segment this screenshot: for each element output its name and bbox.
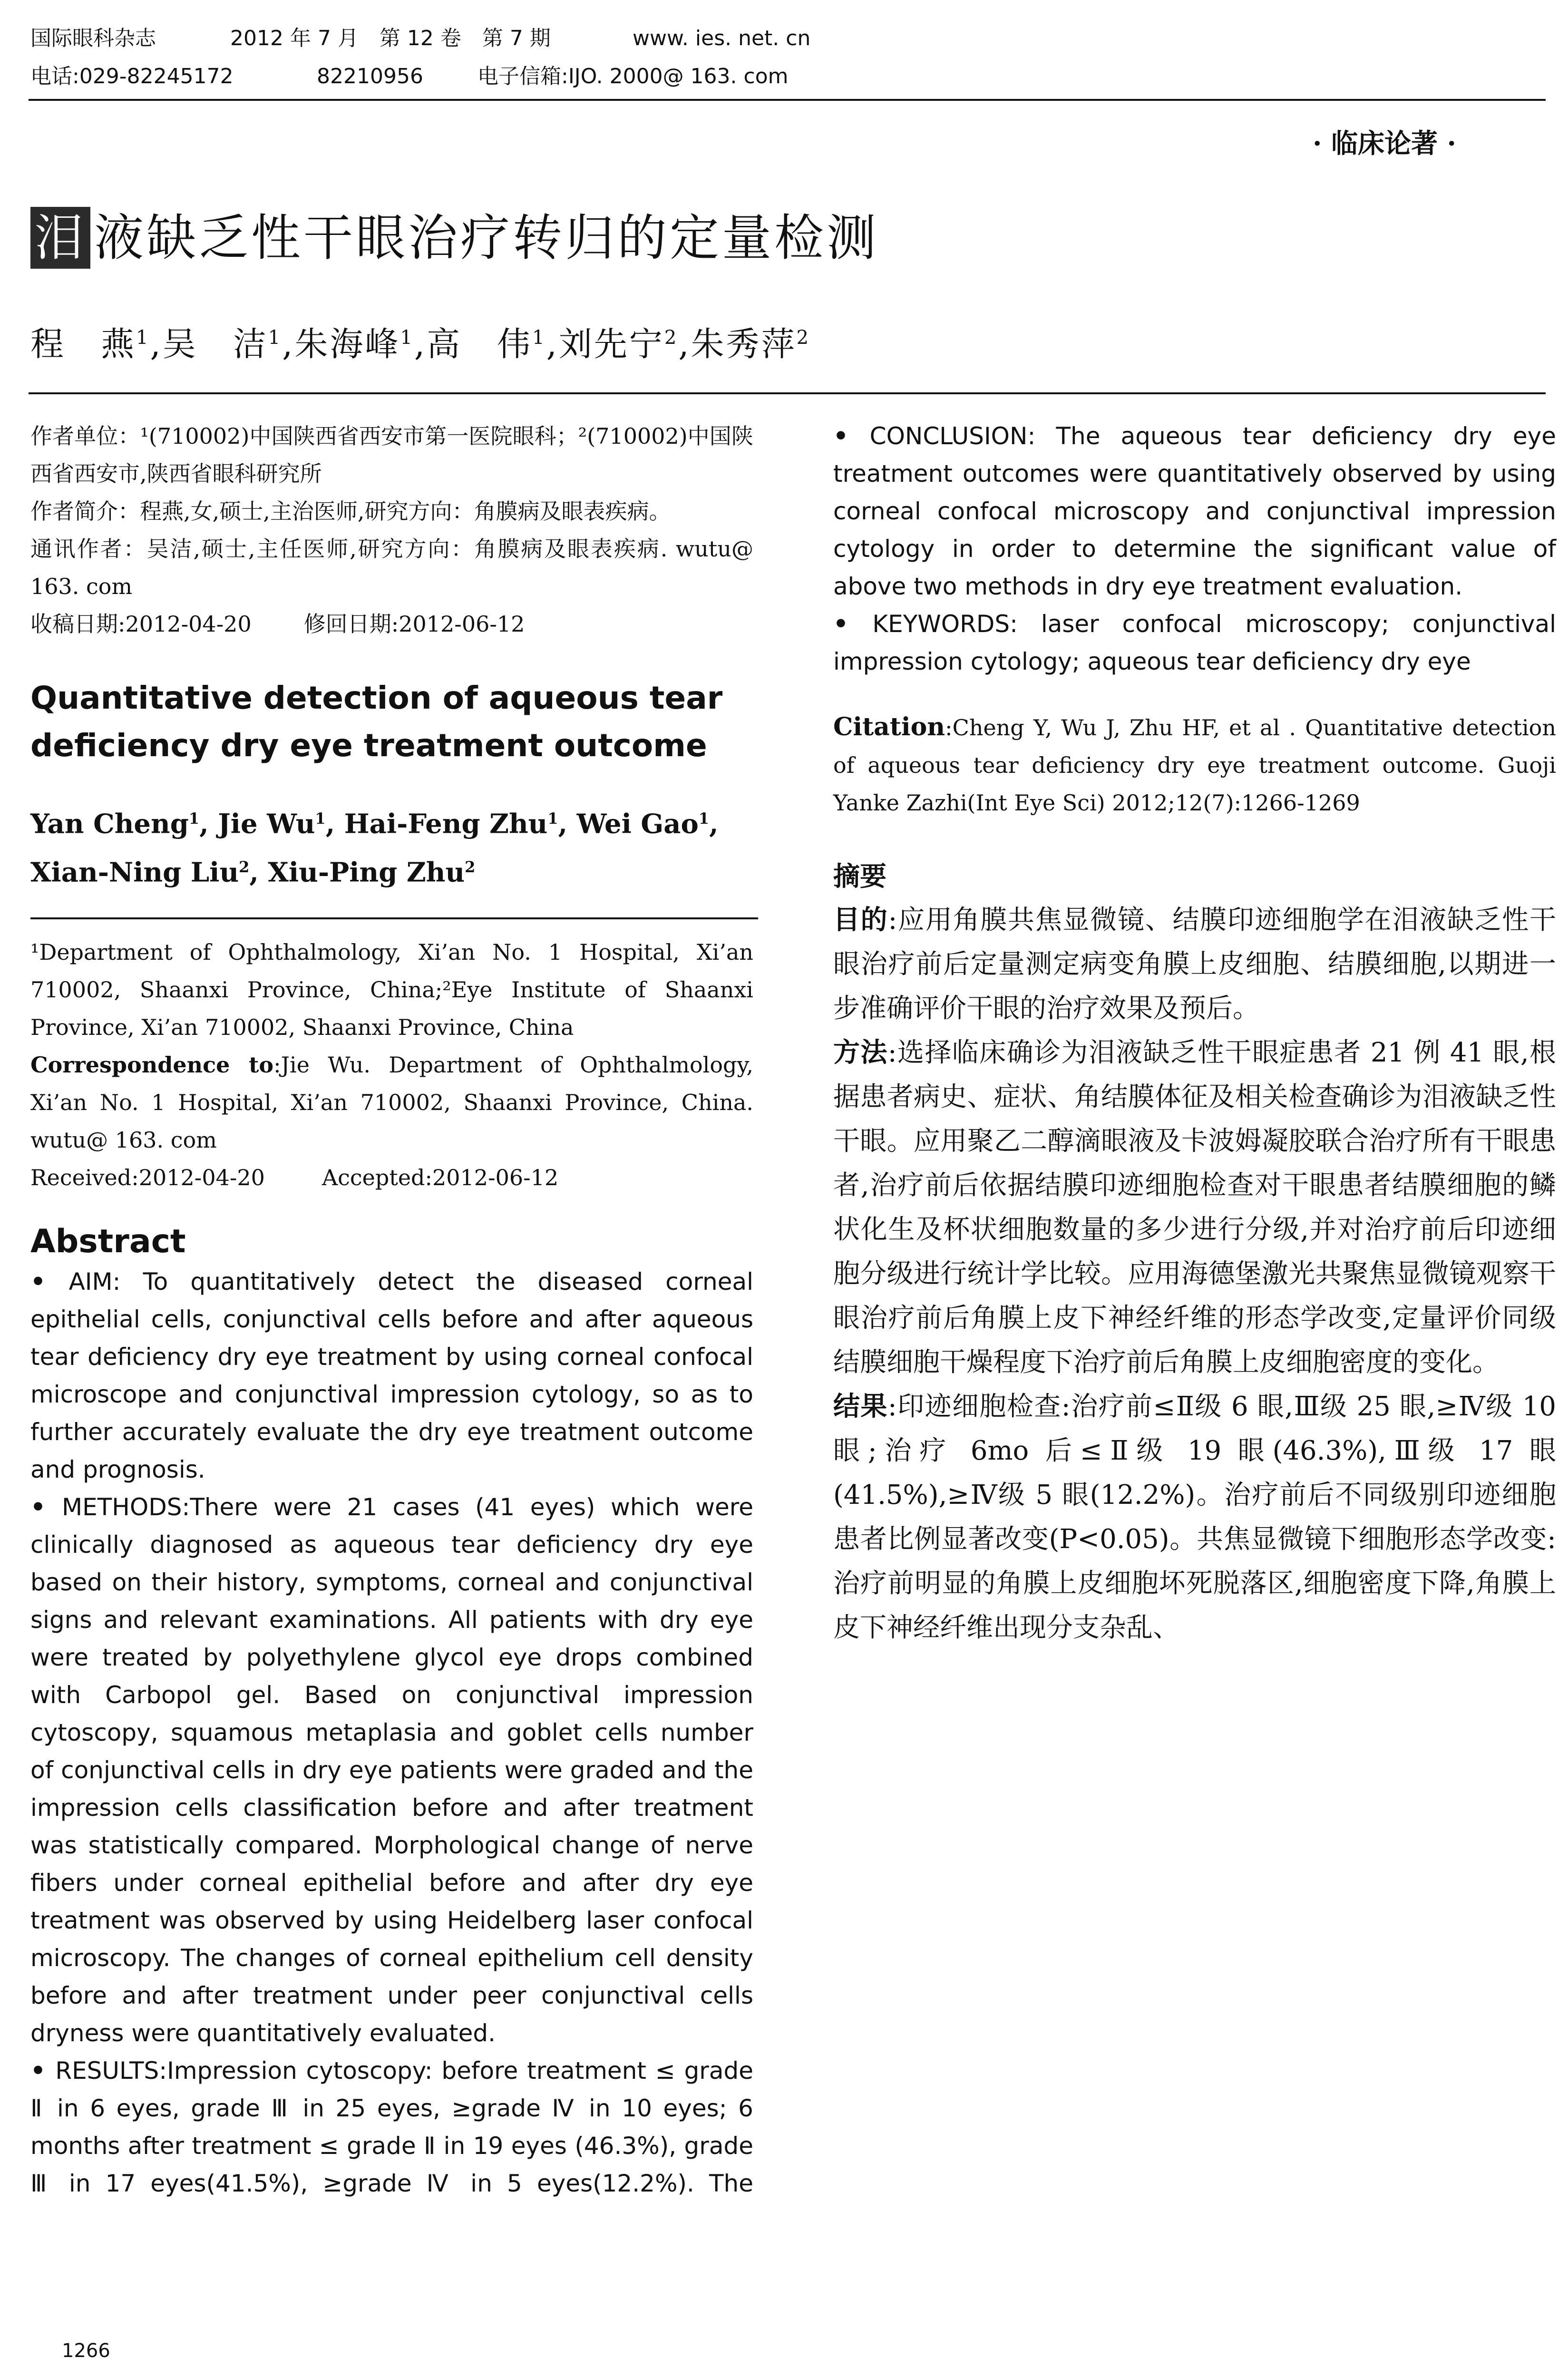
corresponding-author: 通讯作者：吴洁,硕士,主任医师,研究方向：角膜病及眼表疾病. wutu@ 163. com [30, 536, 753, 599]
phone: 电话:029-82245172 [30, 64, 234, 88]
zh-results-label: 结果 [833, 1391, 888, 1422]
author-sup: 1 [698, 809, 710, 828]
abstract-conclusion: • CONCLUSION: The aqueous tear deficiency dry eye treatment outcomes were quantitatively observed by using corneal confocal microscopy and conjunctival impression cytology in order to determine the significant value of above two methods in dry eye treatment evaluation. [833, 422, 1556, 600]
journal-name: 国际眼科杂志 [30, 26, 156, 50]
author-en: Hai-Feng Zhu [344, 808, 548, 840]
author-zh: 朱海峰 [294, 324, 400, 364]
zh-abstract-heading: 摘要 [833, 861, 886, 892]
title-first-char: 泪 [30, 207, 90, 269]
dates-en [30, 1159, 753, 1197]
received-date: 收稿日期:2012-04-20 [30, 611, 252, 637]
authors-rule [29, 392, 1546, 394]
abstract-body-left [30, 1263, 753, 2202]
author-en: Wei Gao [576, 808, 699, 840]
conclusion-label: CONCLUSION [869, 422, 1028, 450]
revised-date: 修回日期:2012-06-12 [303, 611, 525, 637]
author-sup: 1 [400, 327, 414, 349]
author-zh: 吴 洁 [162, 324, 268, 364]
affiliation-en [30, 934, 753, 1197]
issue-info: 2012 年 7 月 第 12 卷 第 7 期 [230, 26, 551, 50]
website: www. ies. net. cn [633, 26, 811, 50]
citation [833, 708, 1556, 822]
citation-label: Citation [833, 712, 945, 741]
zh-results-text: :印迹细胞检查:治疗前≤Ⅱ级 6 眼,Ⅲ级 25 眼,≥Ⅳ级 10 眼;治疗 6mo 后≤Ⅱ级 19 眼(46.3%),Ⅲ级 17 眼(41.5%),≥Ⅳ级 5 眼(12.2%)。治疗前后不同级别印迹细胞患者比例显著改变(P<0.05)。共焦显微镜下细胞形态学改变:治疗前明显的角膜上皮细胞坏死脱落区,细胞密度下降,角膜上皮下神经纤维出现分支杂乱、 [833, 1391, 1556, 1643]
received-en: Received:2012-04-20 [30, 1165, 265, 1191]
zh-results [833, 1384, 1556, 1650]
results-text: :Impression cytoscopy: before treatment ≤ grade Ⅱ in 6 eyes, grade Ⅲ in 25 eyes, ≥grade Ⅳ in 10 eyes; 6 months after treatment ≤ grade Ⅱ in 19 eyes (46.3%), grade Ⅲ in 17 eyes(41.5%), ≥grade Ⅳ in 5 eyes(12.2%). The [30, 2057, 753, 2198]
author-sup: 1 [315, 809, 326, 828]
author-bio: 作者简介：程燕,女,硕士,主治医师,研究方向：角膜病及眼表疾病。 [30, 498, 671, 524]
accepted-en: Accepted:2012-06-12 [321, 1165, 559, 1191]
zh-abstract-body [833, 898, 1556, 1650]
right-column [833, 418, 1556, 1650]
author-en: Xian-Ning Liu [30, 857, 239, 888]
correspondence-en [30, 1046, 753, 1159]
keywords-label: KEYWORDS [872, 610, 1010, 638]
author-en: Jie Wu [218, 808, 315, 840]
section-label: · 临床论著 · [1313, 128, 1456, 159]
abstract-keywords: • KEYWORDS: laser confocal microscopy; conjunctival impression cytology; aqueous tear deficiency dry eye [833, 610, 1556, 675]
author-sup: 1 [136, 327, 150, 349]
page-title [30, 207, 879, 269]
english-title: Quantitative detection of aqueous tear deficiency dry eye treatment outcome [30, 680, 723, 764]
dates-zh [30, 605, 753, 643]
results-label: RESULTS [55, 2057, 159, 2085]
zh-methods [833, 1031, 1556, 1384]
aim-label: AIM [68, 1268, 113, 1296]
correspondence-label: Correspondence to [30, 1052, 274, 1078]
methods-label: METHODS [62, 1493, 182, 1521]
affiliation-en-text: ¹Department of Ophthalmology, Xi’an No. 1 Hospital, Xi’an 710002, Shaanxi Province, China;²Eye Institute of Shaanxi Province, Xi’an 710002, Shaanxi Province, China [30, 939, 753, 1041]
author-sup: 1 [547, 809, 558, 828]
phone-2: 82210956 [317, 64, 423, 88]
zh-aim-text: :应用角膜共焦显微镜、结膜印迹细胞学在泪液缺乏性干眼治疗前后定量测定病变角膜上皮细胞、结膜细胞,以期进一步准确评价干眼的治疗效果及预后。 [833, 905, 1557, 1024]
affiliation-zh [30, 418, 753, 643]
zh-methods-text: :选择临床确诊为泪液缺乏性干眼症患者 21 例 41 眼,根据患者病史、症状、角结膜体征及相关检查确诊为泪液缺乏性干眼。应用聚乙二醇滴眼液及卡波姆凝胶联合治疗所有干眼患者,治疗前后依据结膜印迹细胞检查对干眼患者结膜细胞的鳞状化生及杯状细胞数量的多少进行分级,并对治疗前后印迹细胞分级进行统计学比较。应用海德堡激光共聚焦显微镜观察干眼治疗前后角膜上皮下神经纤维的形态学改变,定量评价同级结膜细胞干燥程度下治疗前后角膜上皮细胞密度的变化。 [833, 1037, 1557, 1378]
abstract-results: • RESULTS:Impression cytoscopy: before treatment ≤ grade Ⅱ in 6 eyes, grade Ⅲ in 25 eyes, ≥grade Ⅳ in 10 eyes; 6 months after treatment ≤ grade Ⅱ in 19 eyes (46.3%), grade Ⅲ in 17 eyes(41.5%), ≥grade Ⅳ in 5 eyes(12.2%). The [30, 2052, 753, 2202]
keywords-text: : laser confocal microscopy; conjunctival impression cytology; aqueous tear deficiency dry eye [833, 610, 1556, 675]
left-column [30, 418, 753, 2202]
author-zh: 刘先宁 [558, 324, 664, 364]
conclusion-text: : The aqueous tear deficiency dry eye treatment outcomes were quantitatively observed by using corneal confocal microscopy and conjunctival impression cytology in order to determine the significant value of above two methods in dry eye treatment evaluation. [833, 422, 1556, 600]
title-rest: 液缺乏性干眼治疗转归的定量检测 [94, 209, 879, 267]
zh-methods-label: 方法 [833, 1037, 888, 1068]
abstract-aim: • AIM: To quantitatively detect the diseased corneal epithelial cells, conjunctival cells before and after aqueous tear deficiency dry eye treatment by using corneal confocal microscope and conjunctival impression cytology, so as to further accurately evaluate the dry eye treatment outcome and prognosis. [30, 1268, 753, 1484]
citation-text: :Cheng Y, Wu J, Zhu HF, et al . Quantitative detection of aqueous tear deficiency dry eye treatment outcome. Guoji Yanke Zazhi(Int Eye Sci) 2012;12(7):1266-1269 [833, 715, 1556, 816]
author-sup: 1 [188, 809, 200, 828]
author-sup: 2 [796, 327, 811, 349]
abstract-body-right [833, 418, 1556, 681]
zh-aim-label: 目的 [833, 904, 888, 935]
abstract-methods: • METHODS:There were 21 cases (41 eyes) which were clinically diagnosed as aqueous tear deficiency dry eye based on their history, symptoms, corneal and conjunctival signs and relevant examinations. All patients with dry eye were treated by polyethylene glycol eye drops combined with Carbopol gel. Based on conjunctival impression cytoscopy, squamous metaplasia and goblet cells number of conjunctival cells in dry eye patients were graded and the impression cells classification before and after treatment was statistically compared. Morphological change of nerve fibers under corneal epithelial before and after dry eye treatment was observed by using Heidelberg laser confocal microscopy. The changes of corneal epithelium cell density before and after treatment under peer conjunctival cells dryness were quantitatively evaluated. [30, 1493, 753, 2047]
authors-en: Yan Cheng$^1$, Jie Wu$^1$, Hai-Feng Zhu$^1$, Wei Gao$^1$, Xian-Ning Liu$^2$, Xiu-Ping Zhu$^2$ [30, 808, 719, 888]
affiliation-line: 作者单位：¹(710002)中国陕西省西安市第一医院眼科；²(710002)中国陕西省西安市,陕西省眼科研究所 [30, 423, 753, 487]
page-number: 1266 [62, 2340, 110, 2362]
aim-text: : To quantitatively detect the diseased corneal epithelial cells, conjunctival cells before and after aqueous tear deficiency dry eye treatment by using corneal confocal microscope and conjunctival impression cytology, so as to further accurately evaluate the dry eye treatment outcome and prognosis. [30, 1268, 753, 1484]
author-en: Yan Cheng [30, 808, 189, 840]
correspondence-text: :Jie Wu. Department of Ophthalmology, Xi’an No. 1 Hospital, Xi’an 710002, Shaanxi Province, China. wutu@ 163. com [30, 1052, 753, 1153]
email: 电子信箱:IJO. 2000@ 163. com [477, 64, 789, 88]
english-rule [30, 917, 758, 919]
abstract-heading: Abstract [30, 1223, 186, 1261]
author-zh: 程 燕 [30, 324, 136, 364]
author-en: Xiu-Ping Zhu [268, 857, 465, 888]
author-sup: 1 [532, 327, 546, 349]
authors-zh: 程 燕$^1$,吴 洁$^1$,朱海峰$^1$,高 伟$^1$,刘先宁$^2$,朱秀萍$^2$ [30, 324, 811, 364]
methods-text: :There were 21 cases (41 eyes) which were clinically diagnosed as aqueous tear deficiency dry eye based on their history, symptoms, corneal and conjunctival signs and relevant examinations. All patients with dry eye were treated by polyethylene glycol eye drops combined with Carbopol gel. Based on conjunctival impression cytoscopy, squamous metaplasia and goblet cells number of conjunctival cells in dry eye patients were graded and the impression cells classification before and after treatment was statistically compared. Morphological change of nerve fibers under corneal epithelial before and after dry eye treatment was observed by using Heidelberg laser confocal microscopy. The changes of corneal epithelium cell density before and after treatment under peer conjunctival cells dryness were quantitatively evaluated. [30, 1493, 753, 2047]
author-zh: 朱秀萍 [691, 324, 797, 364]
author-zh: 高 伟 [427, 324, 533, 364]
author-sup: 2 [664, 327, 679, 349]
header-rule [29, 99, 1546, 101]
zh-aim [833, 898, 1556, 1031]
author-sup: 2 [465, 857, 476, 876]
author-sup: 1 [268, 327, 282, 349]
author-sup: 2 [239, 857, 250, 876]
